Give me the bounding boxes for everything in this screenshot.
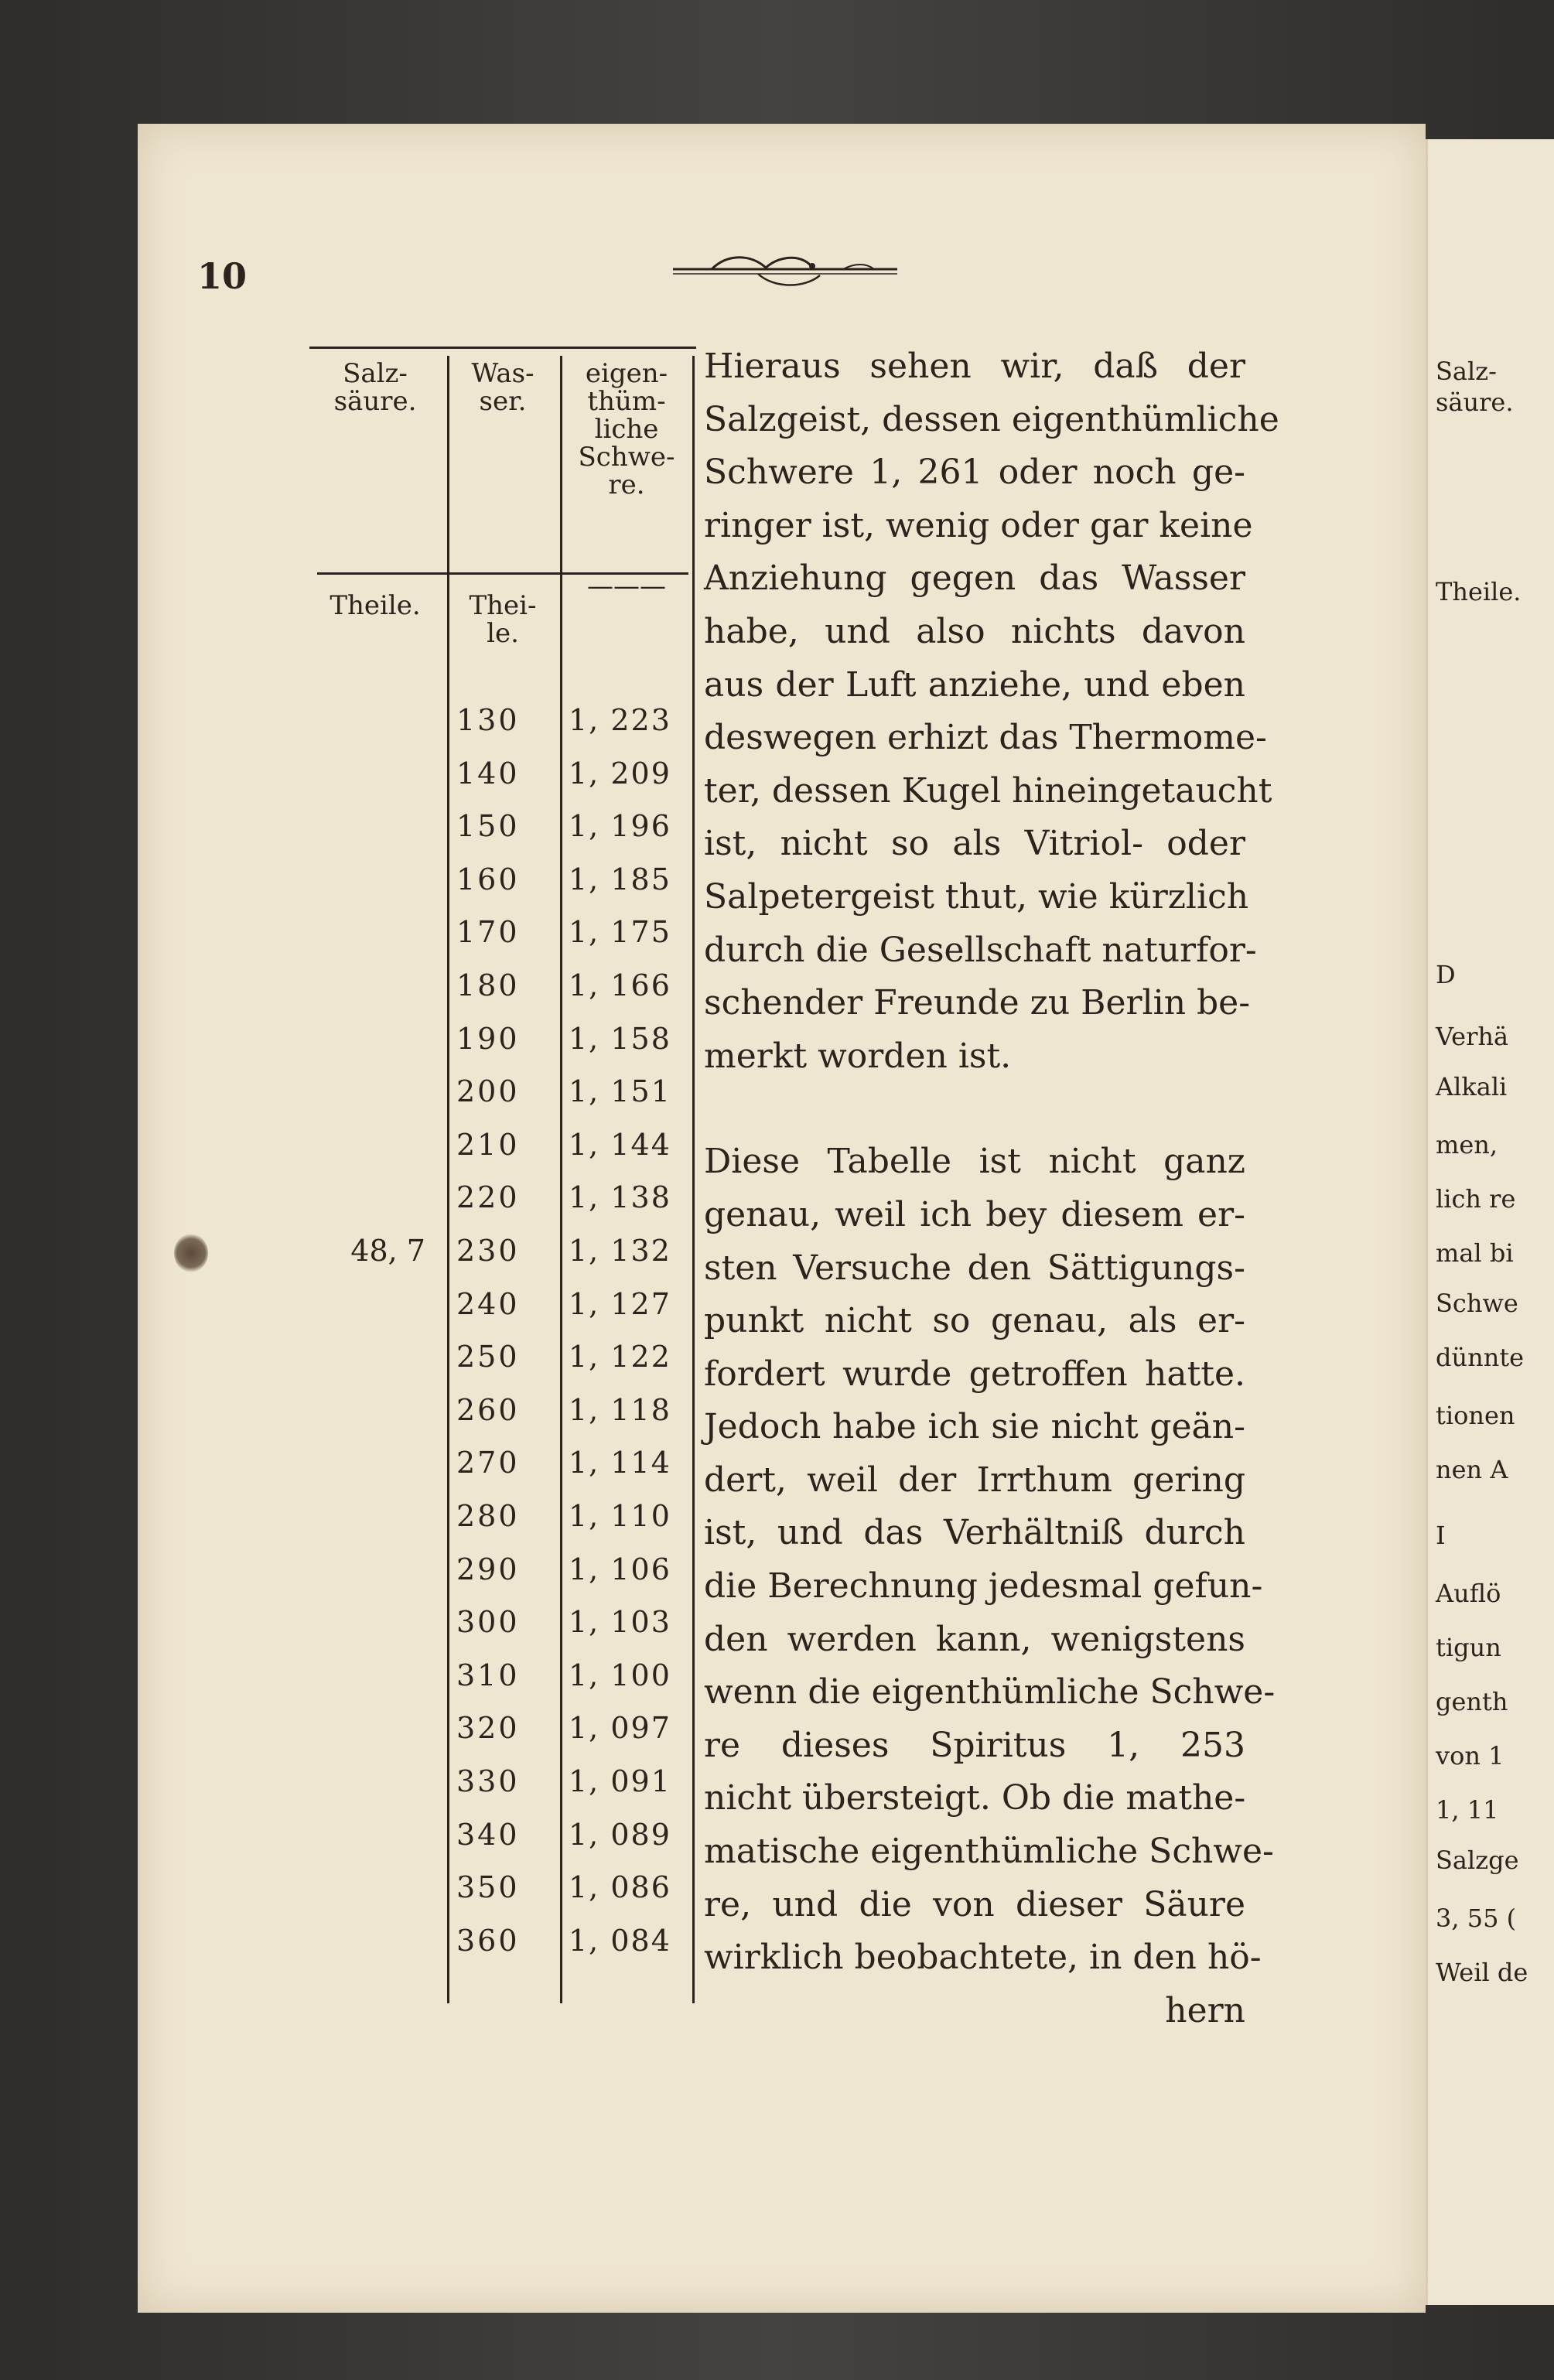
unit-water: Thei- le.	[469, 590, 537, 649]
table-cell-specific: 1, 110	[569, 1499, 671, 1533]
text-line: ist, nicht so als Vitriol- oder	[704, 824, 1245, 864]
facing-page-text: I	[1436, 1521, 1446, 1550]
table-row	[0, 1704, 774, 1752]
table-cell-water: 200	[456, 1074, 520, 1109]
table-row	[0, 1757, 774, 1805]
header-water: Was- ser.	[471, 358, 535, 417]
table-row	[0, 1917, 774, 1965]
table-cell-acid: 48, 7	[350, 1234, 425, 1268]
table-row	[0, 1067, 774, 1115]
table-cell-specific: 1, 084	[569, 1923, 671, 1958]
table-cell-water: 210	[456, 1127, 520, 1162]
table-row	[0, 1227, 774, 1275]
table-row	[0, 1439, 774, 1487]
facing-page-text: nen A	[1436, 1455, 1508, 1484]
text-line: punkt nicht so genau, als er-	[704, 1301, 1245, 1341]
table-cell-water: 220	[456, 1180, 520, 1215]
table-cell-specific: 1, 144	[569, 1127, 671, 1162]
table-cell-water: 190	[456, 1021, 520, 1056]
facing-page-text: Auflö	[1436, 1579, 1501, 1608]
table-row	[0, 908, 774, 956]
facing-page-text: Theile.	[1436, 577, 1522, 606]
table-cell-water: 270	[456, 1446, 520, 1480]
table-cell-water: 280	[456, 1499, 520, 1533]
text-line: matische eigenthümliche Schwe-	[704, 1832, 1274, 1872]
table-row	[0, 696, 774, 744]
table-cell-specific: 1, 118	[569, 1392, 671, 1427]
table-row	[0, 1280, 774, 1328]
paragraph	[704, 1135, 1276, 1985]
facing-page-text: säure.	[1436, 388, 1514, 417]
text-line: schender Freunde zu Berlin be-	[704, 983, 1251, 1023]
table-row	[0, 855, 774, 903]
text-line: merkt worden ist.	[704, 1036, 1012, 1076]
table-cell-specific: 1, 138	[569, 1180, 671, 1215]
table-row	[0, 961, 774, 1009]
table-cell-water: 150	[456, 809, 520, 844]
text-line: Diese Tabelle ist nicht ganz	[704, 1142, 1245, 1182]
table-row	[0, 1545, 774, 1593]
table-cell-water: 290	[456, 1552, 520, 1586]
facing-page-text: Alkali	[1436, 1072, 1508, 1101]
table-cell-specific: 1, 122	[569, 1340, 671, 1374]
table-row	[0, 1598, 774, 1646]
table-cell-water: 130	[456, 703, 520, 737]
facing-page-text: men,	[1436, 1130, 1498, 1159]
table-cell-specific: 1, 158	[569, 1021, 671, 1056]
table-cell-specific: 1, 114	[569, 1446, 671, 1480]
table-cell-water: 360	[456, 1923, 520, 1958]
table-cell-water: 140	[456, 756, 520, 790]
text-line: wenn die eigenthümliche Schwe-	[704, 1672, 1276, 1712]
text-line: wirklich beobachtete, in den hö-	[704, 1938, 1262, 1978]
page-number: 10	[197, 255, 248, 297]
table-cell-water: 330	[456, 1764, 520, 1798]
unit-acid: Theile.	[330, 590, 421, 621]
text-line: re dieses Spiritus 1, 253	[704, 1725, 1245, 1765]
table-cell-water: 260	[456, 1392, 520, 1427]
table-row	[0, 1811, 774, 1859]
text-line: aus der Luft anziehe, und eben	[704, 664, 1245, 705]
facing-page-text: 3, 55 (	[1436, 1904, 1517, 1933]
table-top-rule	[309, 347, 696, 349]
text-line: ist, und das Verhältniß durch	[704, 1513, 1245, 1553]
table-cell-specific: 1, 196	[569, 809, 671, 844]
text-line: deswegen erhizt das Thermome-	[704, 718, 1267, 758]
table-row	[0, 1863, 774, 1911]
table-row	[0, 1386, 774, 1434]
table-cell-water: 350	[456, 1870, 520, 1905]
facing-page-text: Weil de	[1436, 1958, 1528, 1987]
text-line: re, und die von dieser Säure	[704, 1884, 1245, 1924]
facing-page-text: tionen	[1436, 1401, 1515, 1430]
unit-specific: ———	[587, 571, 666, 602]
text-line: den werden kann, wenigstens	[704, 1619, 1245, 1659]
table-row	[0, 1333, 774, 1381]
paper-stain	[174, 1234, 208, 1272]
table-cell-water: 170	[456, 915, 520, 950]
body-text	[704, 340, 1279, 2037]
table-row	[0, 1651, 774, 1699]
text-line: die Berechnung jedesmal gefun-	[704, 1566, 1263, 1607]
table-row	[0, 1015, 774, 1063]
catchword: hern	[1165, 1990, 1245, 2030]
table-cell-water: 340	[456, 1817, 520, 1852]
text-line: Salzgeist, dessen eigenthümliche	[704, 399, 1279, 439]
text-line: Hieraus sehen wir, daß der	[704, 347, 1245, 386]
table-cell-specific: 1, 091	[569, 1764, 671, 1798]
paragraph	[704, 340, 1279, 1083]
table-cell-specific: 1, 151	[569, 1074, 671, 1109]
table-cell-water: 230	[456, 1234, 520, 1268]
facing-page-edge	[1426, 139, 1554, 2305]
table-cell-water: 300	[456, 1605, 520, 1640]
table-cell-water: 160	[456, 862, 520, 896]
table-cell-specific: 1, 185	[569, 862, 671, 896]
header-specific-gravity: eigen- thüm- liche Schwe- re.	[578, 358, 675, 500]
table-cell-specific: 1, 175	[569, 915, 671, 950]
text-line: durch die Gesellschaft naturfor-	[704, 930, 1257, 970]
facing-page-text: Schwe	[1436, 1289, 1518, 1318]
table-cell-specific: 1, 103	[569, 1605, 671, 1640]
text-line: dert, weil der Irrthum gering	[704, 1460, 1245, 1500]
header-acid: Salz- säure.	[333, 358, 417, 417]
text-line: Anziehung gegen das Wasser	[704, 558, 1245, 599]
table-cell-specific: 1, 097	[569, 1711, 671, 1746]
facing-page-text: tigun	[1436, 1633, 1501, 1662]
table-row	[0, 1121, 774, 1169]
facing-page-text: mal bi	[1436, 1238, 1514, 1268]
table-cell-water: 310	[456, 1658, 520, 1692]
table-row	[0, 1492, 774, 1540]
facing-page-text: D	[1436, 960, 1456, 989]
table-cell-specific: 1, 089	[569, 1817, 671, 1852]
table-cell-specific: 1, 100	[569, 1658, 671, 1692]
table-row	[0, 750, 774, 797]
table-cell-water: 240	[456, 1286, 520, 1321]
text-line: Jedoch habe ich sie nicht geän-	[704, 1407, 1245, 1447]
table-cell-specific: 1, 106	[569, 1552, 671, 1586]
table-cell-specific: 1, 223	[569, 703, 671, 737]
facing-page-text: Salzge	[1436, 1846, 1519, 1875]
facing-page-text: 1, 11	[1436, 1795, 1499, 1825]
table-cell-specific: 1, 132	[569, 1234, 671, 1268]
table-cell-specific: 1, 086	[569, 1870, 671, 1905]
vignette-ornament-icon	[665, 246, 913, 292]
facing-page-text: Salz-	[1436, 357, 1497, 386]
text-line: ringer ist, wenig oder gar keine	[704, 505, 1253, 545]
facing-page-text: genth	[1436, 1687, 1508, 1716]
table-cell-specific: 1, 209	[569, 756, 671, 790]
facing-page-text: dünnte	[1436, 1343, 1525, 1372]
text-line: ter, dessen Kugel hineingetaucht	[704, 770, 1272, 811]
facing-page-text: von 1	[1436, 1741, 1504, 1770]
table-cell-specific: 1, 166	[569, 968, 671, 1002]
text-line: Salpetergeist thut, wie kürzlich	[704, 876, 1249, 917]
facing-page-text: lich re	[1436, 1184, 1516, 1214]
table-row	[0, 1173, 774, 1221]
table-cell-water: 250	[456, 1340, 520, 1374]
table-cell-water: 320	[456, 1711, 520, 1746]
table-cell-specific: 1, 127	[569, 1286, 671, 1321]
text-line: genau, weil ich bey diesem er-	[704, 1194, 1245, 1234]
text-line: Schwere 1, 261 oder noch ge-	[704, 452, 1245, 493]
text-line: fordert wurde getroffen hatte.	[704, 1354, 1245, 1394]
text-line: nicht übersteigt. Ob die mathe-	[704, 1778, 1246, 1818]
table-cell-water: 180	[456, 968, 520, 1002]
text-line: sten Versuche den Sättigungs-	[704, 1248, 1245, 1288]
text-line: habe, und also nichts davon	[704, 611, 1245, 651]
table-row	[0, 802, 774, 850]
facing-page-text: Verhä	[1436, 1022, 1509, 1051]
